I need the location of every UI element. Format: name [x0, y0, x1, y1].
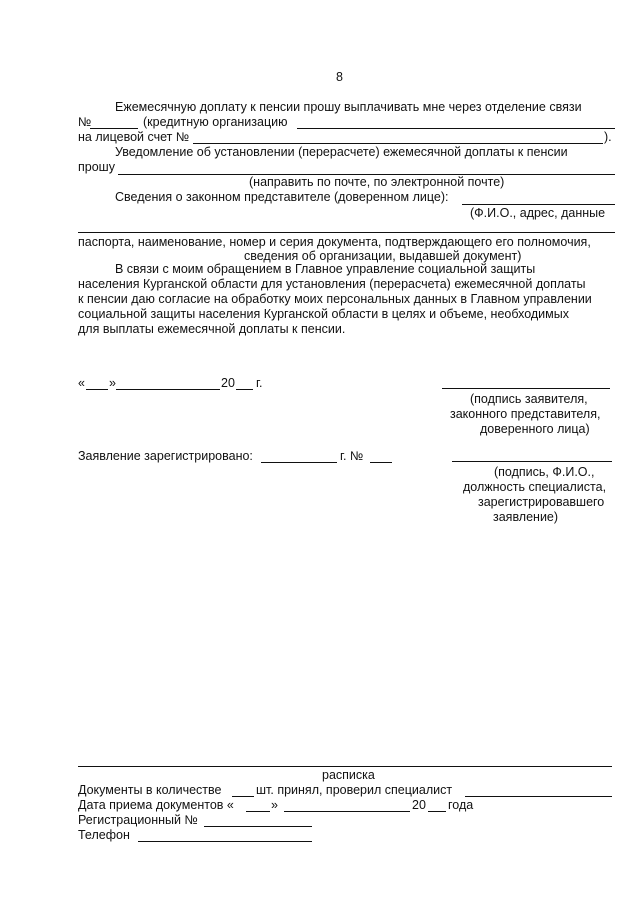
consent-line4: социальной защиты населения Курганской области в целях и объеме, необходимых	[78, 307, 569, 321]
receipt-docs-prefix: Документы в количестве	[78, 783, 222, 797]
applicant-signature-caption2: законного представителя,	[450, 407, 601, 421]
receipt-docs-count-blank	[232, 796, 254, 797]
consent-line2: населения Курганской области для установления (перерасчета) ежемесячной доплаты	[78, 277, 586, 291]
specialist-signature-line	[452, 461, 612, 462]
para2-prompt: прошу	[78, 160, 115, 174]
receipt-phone-label: Телефон	[78, 828, 130, 842]
receipt-separator	[78, 766, 612, 767]
registration-label: Заявление зарегистрировано:	[78, 449, 253, 463]
receipt-date-prefix: Дата приема документов «	[78, 798, 234, 812]
receipt-title: расписка	[322, 768, 375, 782]
specialist-signature-caption4: заявление)	[493, 510, 559, 524]
date-day-blank	[86, 389, 108, 390]
para1-no-blank	[90, 128, 138, 129]
consent-line1: В связи с моим обращением в Главное управление социальной защиты	[115, 262, 536, 276]
date-year-blank	[236, 389, 253, 390]
para1-credit-org-label: (кредитную организацию	[143, 115, 288, 129]
date-year-suffix: г.	[256, 376, 263, 390]
registration-date-blank	[261, 462, 337, 463]
receipt-date-day-blank	[246, 811, 270, 812]
para1-account-label: на лицевой счет №	[78, 130, 190, 144]
specialist-signature-caption2: должность специалиста,	[463, 480, 607, 494]
receipt-phone-blank	[138, 841, 312, 842]
receipt-date-suffix: года	[448, 798, 474, 812]
date-close-quote: »	[109, 376, 116, 390]
applicant-signature-caption1: (подпись заявителя,	[470, 392, 588, 406]
date-year-prefix: 20	[221, 376, 235, 390]
date-month-blank	[116, 389, 220, 390]
receipt-specialist-blank	[465, 796, 612, 797]
receipt-date-month-blank	[284, 811, 410, 812]
receipt-docs-suffix: шт. принял, проверил специалист	[256, 783, 453, 797]
date-open-quote: «	[78, 376, 85, 390]
para3-hint3: сведения об организации, выдавшей документ)	[244, 249, 522, 263]
para1-account-blank	[193, 143, 603, 144]
para1-no-label: №	[78, 115, 92, 129]
receipt-reg-blank	[204, 826, 312, 827]
applicant-signature-caption3: доверенного лица)	[480, 422, 590, 436]
para3-blank1	[462, 204, 615, 205]
para1-end-mark: ).	[604, 130, 612, 144]
para2-line1: Уведомление об установлении (перерасчете) ежемесячной доплаты к пенсии	[115, 145, 568, 159]
applicant-signature-line	[442, 388, 610, 389]
para1-credit-org-blank	[297, 128, 615, 129]
para1-line1: Ежемесячную доплату к пенсии прошу выплачивать мне через отделение связи	[115, 100, 582, 114]
receipt-date-year-blank	[428, 811, 446, 812]
consent-line3: к пенсии даю согласие на обработку моих персональных данных в Главном управлении	[78, 292, 592, 306]
para3-hint2: паспорта, наименование, номер и серия документа, подтверждающего его полномочия,	[78, 235, 591, 249]
specialist-signature-caption1: (подпись, Ф.И.О.,	[494, 465, 595, 479]
receipt-date-year: 20	[412, 798, 426, 812]
registration-number-blank	[370, 462, 392, 463]
para3-hint1: (Ф.И.О., адрес, данные	[470, 206, 606, 220]
receipt-date-mid: »	[271, 798, 278, 812]
consent-line5: для выплаты ежемесячной доплаты к пенсии.	[78, 322, 346, 336]
para3-line1: Сведения о законном представителе (доверенном лице):	[115, 190, 449, 204]
registration-year-suffix: г. №	[340, 449, 364, 463]
page-number: 8	[336, 70, 343, 84]
specialist-signature-caption3: зарегистрировавшего	[478, 495, 605, 509]
para3-blank2	[78, 232, 615, 233]
receipt-reg-label: Регистрационный №	[78, 813, 198, 827]
para2-hint: (направить по почте, по электронной почте)	[249, 175, 505, 189]
